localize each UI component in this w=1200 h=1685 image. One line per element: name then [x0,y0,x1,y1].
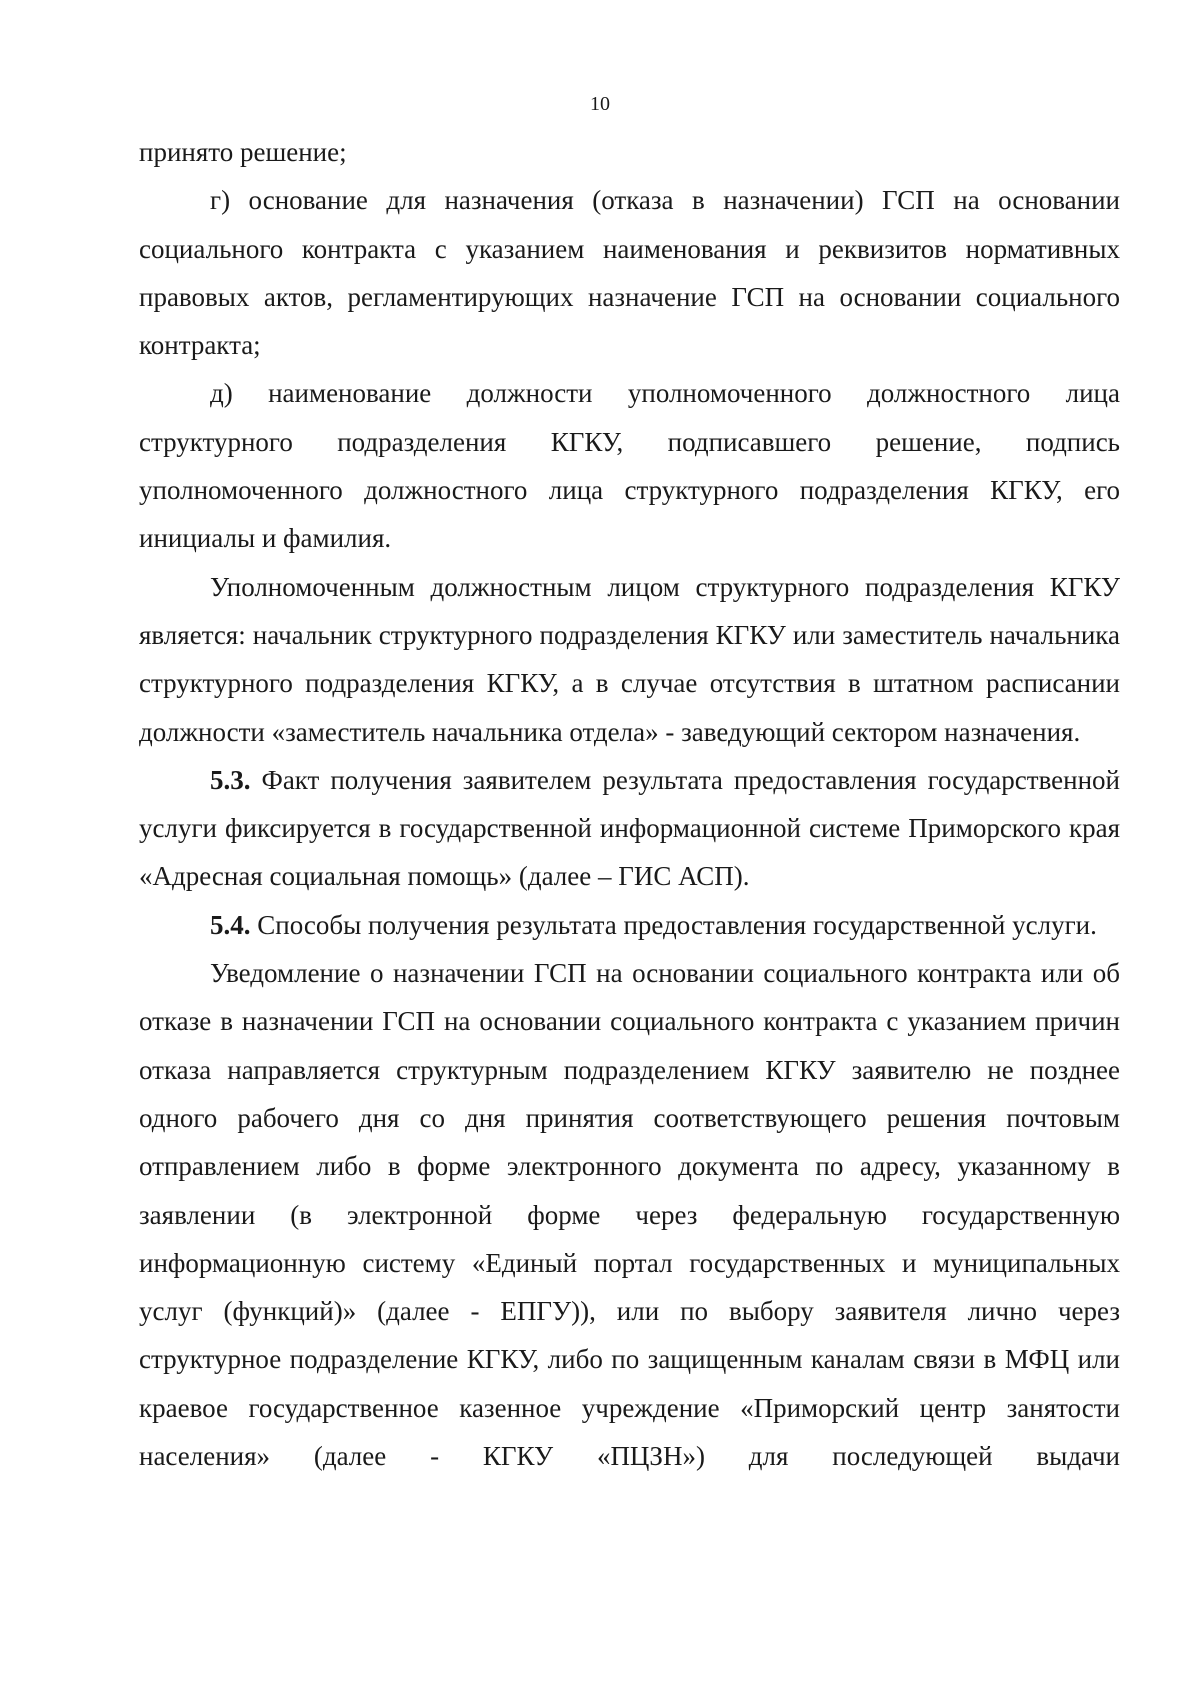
paragraph-5-4-text: Способы получения результата предоставления государственной услуги. [250,909,1097,940]
paragraph-item-g: г) основание для назначения (отказа в назначении) ГСП на основании социального контракта с указанием наименования и реквизитов нормативных правовых актов, регламентирующих назначение ГСП на основании социального контракта; [139,185,1120,361]
page-number: 10 [590,93,610,115]
paragraph-5-3-text: Факт получения заявителем результата предоставления государственной услуги фиксируется в государственной информационной системе Приморского края «Адресная социальная помощь» (далее – ГИС АСП). [139,764,1120,892]
paragraph-authorized-official: Уполномоченным должностным лицом структурного подразделения КГКУ является: начальник структурного подразделения КГКУ или заместитель начальника структурного подразделения КГКУ, а в случае отсутствия в штатном расписании должности «заместитель начальника отдела» - заведующий сектором назначения. [139,571,1120,747]
paragraph-5-3 [139,756,1120,901]
document-body [139,128,1120,1480]
paragraph-item-d: д) наименование должности уполномоченного должностного лица структурного подразделения КГКУ, подписавшего решение, подпись уполномоченного должностного лица структурного подразделения КГКУ, его инициалы и фамилия. [139,378,1120,554]
paragraph-continuation: принято решение; [139,137,347,167]
paragraph-notification: Уведомление о назначении ГСП на основании социального контракта или об отказе в назначении ГСП на основании социального контракта с указанием причин отказа направляется структурным подразделением КГКУ заявителю не позднее одного рабочего дня со дня принятия соответствующего решения почтовым отправлением либо в форме электронного документа по адресу, указанному в заявлении (в электронной форме через федеральную государственную информационную систему «Единый портал государственных и муниципальных услуг (функций)» (далее - ЕПГУ)), или по выбору заявителя лично через структурное подразделение КГКУ, либо по защищенным каналам связи в МФЦ или краевое государственное казенное учреждение «Приморский центр занятости населения» (далее - КГКУ «ПЦЗН») для последующей выдачи [139,958,1120,1472]
clause-number-5-4: 5.4. [210,909,251,940]
paragraph-5-4 [139,901,1120,949]
clause-number-5-3: 5.3. [210,764,251,795]
